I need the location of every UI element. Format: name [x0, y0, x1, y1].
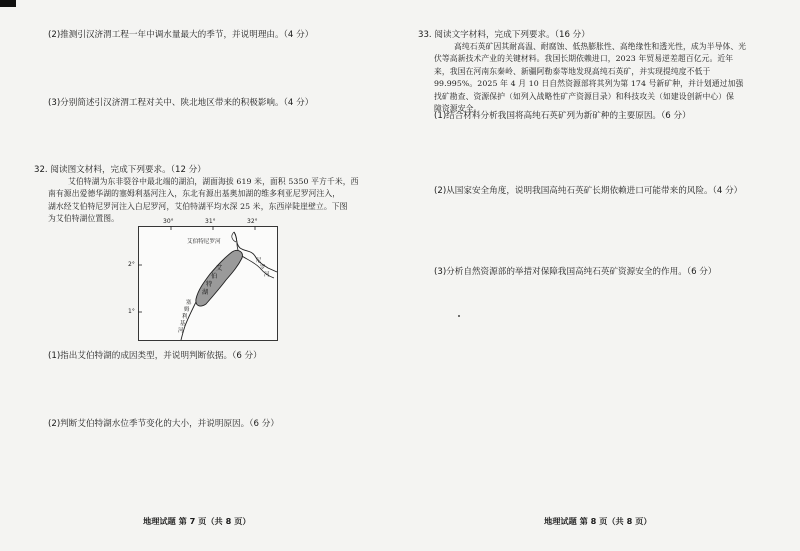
map-lon-label: 32°	[247, 218, 258, 225]
q32-passage	[48, 176, 359, 226]
map-river-char-sw: 塞	[186, 300, 192, 306]
q33-part1-prompt: (1)结合材料分析我国将高纯石英矿列为新矿种的主要原因。（6 分）	[434, 111, 691, 121]
q32-part2-prompt: (2)判断艾伯特湖水位季节变化的大小，并说明原因。（6 分）	[48, 419, 279, 429]
q32-passage-line: 艾伯特湖为东非裂谷中最北端的湖泊，湖面海拔 619 米，面积 5350 平方千米，西	[68, 177, 359, 186]
q31-part2-prompt: (2)推测引汉济渭工程一年中调水量最大的季节，并说明理由。（4 分）	[48, 30, 314, 40]
map-lon-label: 30°	[163, 218, 174, 225]
q33-passage-line: 伏等高新技术产业的关键材料。我国长期依赖进口，2023 年贸易逆差超百亿元。近年	[434, 54, 734, 64]
lake-albert-location-map	[138, 226, 278, 341]
q33-part2-prompt: (2)从国家安全角度，说明我国高纯石英矿长期依赖进口可能带来的风险。（4 分）	[434, 186, 743, 196]
map-river-char-sw: 基	[180, 321, 186, 327]
map-river-char-ne: 罗	[260, 265, 266, 271]
q32-passage-line: 南有源出爱德华湖的塞姆利基河注入，东北有源出基奥加湖的维多利亚尼罗河注入，	[48, 189, 341, 199]
map-lat-label: 1°	[128, 308, 135, 315]
q32-passage-line: 为艾伯特湖位置图。	[48, 214, 120, 224]
scan-speck	[458, 315, 460, 317]
map-river-char-sw: 姆	[184, 307, 190, 313]
q31-part3-prompt: (3)分别简述引汉济渭工程对关中、陕北地区带来的积极影响。（4 分）	[48, 98, 314, 108]
map-river-char-sw: 利	[182, 314, 188, 320]
q33-header: 33. 阅读文字材料，完成下列要求。（16 分）	[418, 30, 590, 40]
q33-passage-line: 障资源安全。	[434, 104, 482, 114]
map-river-char-ne: 河	[264, 272, 270, 278]
q32-part1-prompt: (1)指出艾伯特湖的成因类型，并说明判断依据。（6 分）	[48, 351, 262, 361]
map-lake-char: 特	[206, 281, 213, 288]
q33-passage	[434, 41, 746, 115]
q33-passage-line: 高纯石英矿因其耐高温、耐腐蚀、低热膨胀性、高绝缘性和透光性，成为半导体、光	[454, 42, 747, 51]
map-lat-label: 2°	[128, 261, 135, 268]
map-river-char-sw: 河	[178, 328, 184, 334]
q33-passage-line: 99.995%。2025 年 4 月 10 日自然资源部将其列为第 174 号新矿种，并计划通过加强	[434, 79, 744, 89]
q33-passage-line: 找矿勘查、资源保护（如列入战略性矿产资源目录）和科技攻关（如建设创新中心）保	[434, 91, 735, 101]
map-lon-label: 31°	[205, 218, 216, 225]
map-lake-char: 艾	[216, 265, 223, 272]
page-footer-right: 地理试题 第 8 页（共 8 页）	[544, 516, 652, 526]
map-river-char-ne: 尼	[256, 258, 262, 264]
map-river-label: 艾伯特尼罗河	[187, 239, 221, 245]
q33-part3-prompt: (3)分析自然资源部的举措对保障我国高纯石英矿资源安全的作用。（6 分）	[434, 267, 717, 277]
right-page	[400, 0, 800, 551]
q33-passage-line: 来，我国在河南东秦岭、新疆阿勒泰等地发现高纯石英矿，并实现提纯度不低于	[434, 66, 711, 76]
map-lake-char: 湖	[202, 289, 209, 296]
page-footer-left: 地理试题 第 7 页（共 8 页）	[143, 516, 251, 526]
q32-header: 32. 阅读图文材料，完成下列要求。（12 分）	[34, 165, 206, 175]
map-lake-char: 伯	[211, 273, 218, 280]
q32-passage-line: 湖水经艾伯特尼罗河注入白尼罗河，艾伯特湖平均水深 25 米，东西岸陡崖壁立。下图	[48, 201, 348, 211]
